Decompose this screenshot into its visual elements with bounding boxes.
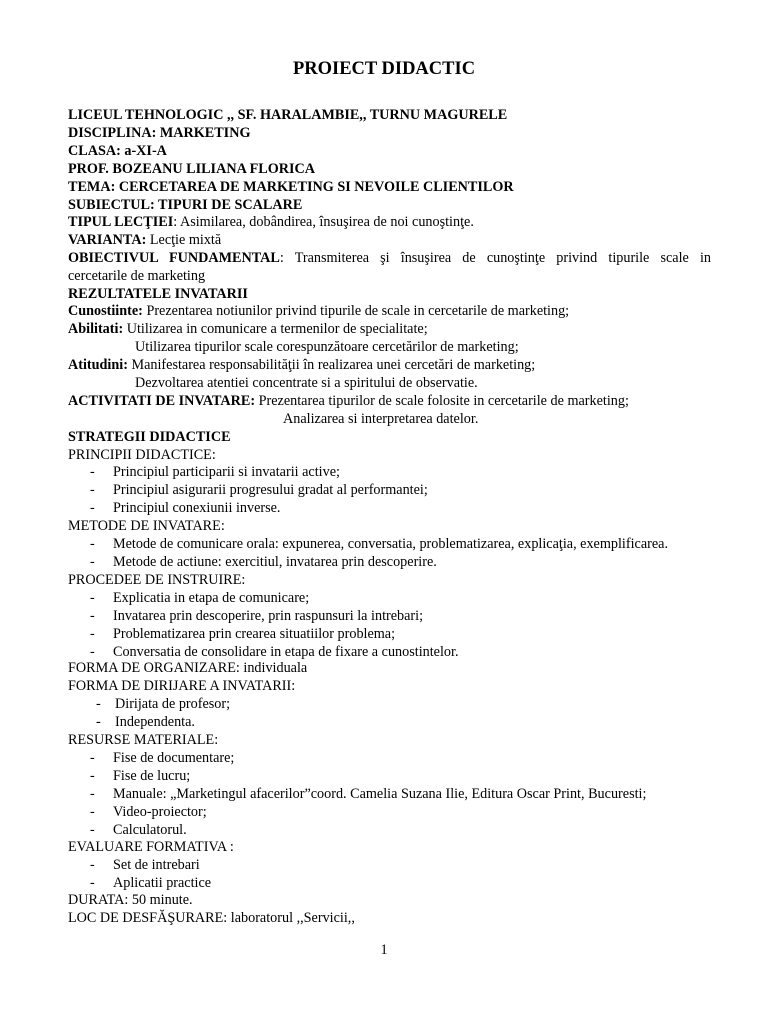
abilities-continuation: Utilizarea tipurilor scale corespunzătoare cercetărilor de marketing;	[135, 339, 519, 355]
principle-item: Principiul conexiunii inverse.	[113, 500, 281, 516]
methods-heading: METODE DE INVATARE:	[68, 518, 225, 534]
document-title: PROIECT DIDACTIC	[292, 59, 476, 79]
variant-label: VARIANTA:	[68, 232, 147, 248]
location-line: LOC DE DESFĂŞURARE: laboratorul ,,Servicii,,	[68, 910, 355, 926]
page-number: 1	[380, 942, 388, 958]
abilities-value: Utilizarea in comunicare a termenilor de specialitate;	[123, 321, 428, 337]
lesson-type-line	[68, 213, 474, 231]
bullet-dash: -	[90, 590, 95, 606]
bullet-dash: -	[90, 554, 95, 570]
learning-outcomes-heading: REZULTATELE INVATARII	[68, 286, 248, 302]
procedure-item: Conversatia de consolidare in etapa de fixare a cunostintelor.	[113, 644, 459, 660]
bullet-dash: -	[90, 750, 95, 766]
knowledge-line	[68, 302, 569, 320]
subject-line: SUBIECTUL: TIPURI DE SCALARE	[68, 197, 303, 213]
class-line: CLASA: a-XI-A	[68, 143, 167, 159]
attitudes-line	[68, 356, 535, 374]
objective-continuation: cercetarile de marketing	[68, 268, 206, 284]
procedure-item: Explicatia in etapa de comunicare;	[113, 590, 310, 606]
principle-item: Principiul asigurarii progresului gradat al performantei;	[113, 482, 428, 498]
principles-heading: PRINCIPII DIDACTICE:	[68, 447, 216, 463]
variant-line	[68, 231, 221, 249]
abilities-label: Abilitati:	[68, 321, 124, 337]
guidance-item: Independenta.	[115, 714, 195, 730]
procedures-heading: PROCEDEE DE INSTRUIRE:	[68, 572, 246, 588]
activities-continuation: Analizarea si interpretarea datelor.	[283, 411, 479, 427]
school-name: LICEUL TEHNOLOGIC ,, SF. HARALAMBIE,, TURNU MAGURELE	[68, 107, 508, 123]
resource-item: Fise de lucru;	[113, 768, 191, 784]
discipline-line: DISCIPLINA: MARKETING	[68, 125, 251, 141]
bullet-dash: -	[96, 714, 101, 730]
procedure-item: Invatarea prin descoperire, prin raspunsuri la intrebari;	[113, 608, 424, 624]
bullet-dash: -	[90, 482, 95, 498]
resource-item: Video-proiector;	[113, 804, 207, 820]
bullet-dash: -	[90, 464, 95, 480]
evaluation-item: Aplicatii practice	[113, 875, 212, 891]
bullet-dash: -	[90, 608, 95, 624]
abilities-line	[68, 320, 428, 338]
bullet-dash: -	[90, 786, 95, 802]
activities-label: ACTIVITATI DE INVATARE:	[68, 393, 256, 409]
duration-line: DURATA: 50 minute.	[68, 892, 193, 908]
resource-item: Manuale: „Marketingul afacerilor”coord. Camelia Suzana Ilie, Editura Oscar Print, Bucuresti;	[113, 786, 647, 802]
evaluation-item: Set de intrebari	[113, 857, 200, 873]
bullet-dash: -	[96, 696, 101, 712]
lesson-type-label: TIPUL LECŢIEI	[68, 214, 174, 230]
resource-item: Calculatorul.	[113, 822, 187, 838]
guidance-item: Dirijata de profesor;	[115, 696, 231, 712]
strategies-heading: STRATEGII DIDACTICE	[68, 429, 231, 445]
procedure-item: Problematizarea prin crearea situatiilor problema;	[113, 626, 396, 642]
teacher-line: PROF. BOZEANU LILIANA FLORICA	[68, 161, 316, 177]
activities-line	[68, 392, 629, 410]
bullet-dash: -	[90, 875, 95, 891]
bullet-dash: -	[90, 644, 95, 660]
method-item: Metode de actiune: exercitiul, invatarea prin descoperire.	[113, 554, 437, 570]
bullet-dash: -	[90, 536, 95, 552]
attitudes-label: Atitudini:	[68, 357, 128, 373]
bullet-dash: -	[90, 804, 95, 820]
attitudes-value: Manifestarea responsabilităţii în realizarea unei cercetări de marketing;	[127, 357, 536, 373]
evaluation-heading: EVALUARE FORMATIVA :	[68, 839, 234, 855]
bullet-dash: -	[90, 857, 95, 873]
knowledge-value: Prezentarea notiunilor privind tipurile de scale in cercetarile de marketing;	[142, 303, 570, 319]
bullet-dash: -	[90, 822, 95, 838]
method-item: Metode de comunicare orala: expunerea, conversatia, problematizarea, explicaţia, exemplificarea.	[113, 536, 668, 552]
bullet-dash: -	[90, 626, 95, 642]
resources-heading: RESURSE MATERIALE:	[68, 732, 219, 748]
guidance-form-heading: FORMA DE DIRIJARE A INVATARII:	[68, 678, 296, 694]
bullet-dash: -	[90, 500, 95, 516]
resource-item: Fise de documentare;	[113, 750, 235, 766]
organization-form-line: FORMA DE ORGANIZARE: individuala	[68, 660, 308, 676]
principle-item: Principiul participarii si invatarii active;	[113, 464, 340, 480]
theme-line: TEMA: CERCETAREA DE MARKETING SI NEVOILE CLIENTILOR	[68, 179, 514, 195]
lesson-type-value: : Asimilarea, dobândirea, însuşirea de noi cunoştinţe.	[173, 214, 474, 230]
knowledge-label: Cunostiinte:	[68, 303, 143, 319]
variant-value: Lecţie mixtă	[146, 232, 222, 248]
activities-value: Prezentarea tipurilor de scale folosite in cercetarile de marketing;	[255, 393, 629, 409]
objective-line	[68, 249, 711, 267]
objective-label: OBIECTIVUL FUNDAMENTAL	[68, 250, 280, 266]
bullet-dash: -	[90, 768, 95, 784]
objective-value: : Transmiterea şi însuşirea de cunoştinţe privind tipurile scale in	[279, 250, 711, 266]
attitudes-continuation: Dezvoltarea atentiei concentrate si a spiritului de observatie.	[135, 375, 478, 391]
